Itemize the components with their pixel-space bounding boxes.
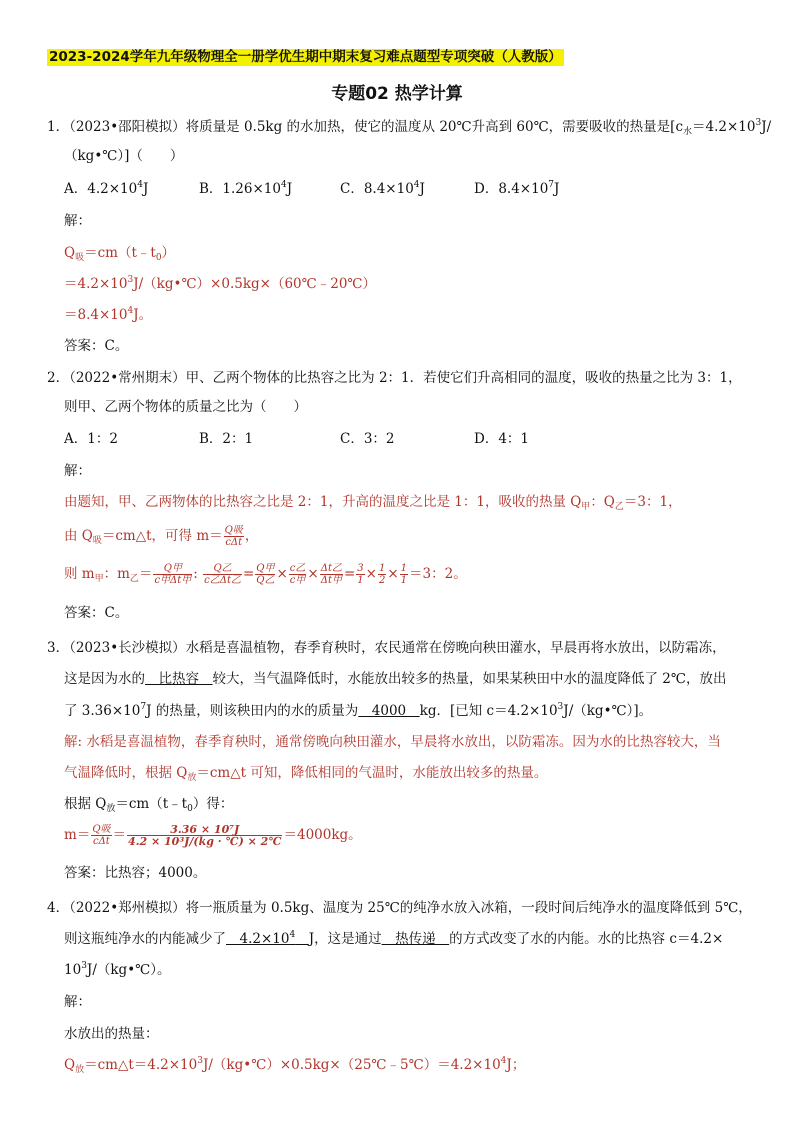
q2-stem-line1: 2．（2022•常州期末）甲、乙两个物体的比热容之比为 2：1．若使它们升高相同的温度，吸收的热量之比为 3：1， — [47, 370, 742, 386]
q1-solution-label: 解： — [64, 213, 91, 229]
q2-solution-line2: 由 $Q_吸=cm\triangle t$，可得 m＝ $\frac{\text{Q吸}}{\text{cΔt}}$ ， — [64, 525, 259, 548]
formula-fraction: $\frac{\text{Δt乙}}{\text{Δt甲}}$ — [320, 563, 342, 586]
q2-solution-line3: 则 $m_甲$：$m_乙=$ $\frac{\text{Q甲}}{\text{c甲Δt甲}}$ : $\frac{\text{Q乙}}{\text{c乙Δt乙}}$ = $\frac{\text{Q甲}}{\text{Q乙}}$ × $\frac{\text{c乙}}{\text{c甲}}$ × $\frac{\text{Δt乙}}{\text{Δt甲}}$ = $\frac{3}{1}$ × $\frac{1}{2}$ × $\frac{1}{1}$ ＝3：2。 — [64, 563, 467, 586]
q1-option-a: A．$4.2\times 10^4J$ — [64, 180, 149, 197]
formula-fraction: $\frac{\text{3.36 × 10⁷J}}{\text{4.2 × 10³J/(kg · ℃) × 2℃}}$ — [128, 823, 282, 848]
q3-solution-line3: 根据 $Q_放=cm(t﹣t_0)$得： — [64, 796, 234, 814]
q1-solution-line3: $=8.4\times 10^4J$。 — [64, 306, 153, 323]
q1-option-c: C．$8.4\times 10^4J$ — [340, 180, 425, 197]
q3-blank-1: 比热容 — [145, 671, 213, 687]
formula-fraction: $\frac{\text{Q甲}}{\text{Q乙}}$ — [256, 563, 275, 586]
q1-solution-line2: $=4.2\times 10^3J/(kg•℃)\times 0.5kg\times(60℃﹣20℃)$ — [64, 275, 377, 292]
q1-option-d: D．$8.4\times 10^7J$ — [474, 180, 560, 197]
q1-answer: 答案：C。 — [64, 338, 129, 354]
q3-solution-line1: 解: 水稻是喜温植物，春季育秧时，通常傍晚向秧田灌水，早晨将水放出，以防霜冻。因为水的比热容较大，当 — [64, 734, 721, 750]
q2-answer: 答案：C。 — [64, 605, 129, 621]
q3-solution-line2: 气温降低时，根据 $Q_放=cm\triangle t$ 可知，降低相同的气温时，水能放出较多的热量。 — [64, 765, 548, 783]
q1-option-b: B．$1.26\times 10^4J$ — [199, 180, 293, 197]
q2-stem-line2: 则甲、乙两个物体的质量之比为（ ） — [64, 399, 307, 415]
q1-solution-line1: $Q_吸=cm(t﹣t_0)$ — [64, 245, 176, 263]
q3-stem-line1: 3．（2023•长沙模拟）水稻是喜温植物，春季育秧时，农民通常在傍晚向秧田灌水，早晨再将水放出，以防霜冻， — [47, 640, 726, 656]
formula-fraction: $\frac{\text{Q吸}}{\text{cΔt}}$ — [224, 525, 243, 548]
q4-solution-label: 解： — [64, 994, 91, 1010]
q3-solution-line4: m＝ $\frac{\text{Q吸}}{\text{cΔt}}$ ＝ $\frac{\text{3.36 × 10⁷J}}{\text{4.2 × 10³J/(kg · ℃) × 2℃}}$ ＝4000kg。 — [64, 823, 362, 848]
q2-solution-label: 解： — [64, 463, 91, 479]
q4-stem-line3: $10^3J/(kg•℃)$。 — [64, 961, 171, 978]
page-title: 专题02 热学计算 — [331, 84, 463, 104]
q2-option-d: D．4：1 — [474, 431, 530, 447]
formula-fraction: $\frac{\text{Q吸}}{\text{cΔt}}$ — [92, 824, 111, 847]
q2-option-c: C．3：2 — [340, 431, 395, 447]
formula-fraction: $\frac{3}{1}$ — [357, 563, 364, 586]
q3-stem-line2: 这是因为水的 比热容 较大，当气温降低时，水能放出较多的热量，如果某秧田中水的温度降低了 2℃，放出 — [64, 671, 727, 687]
formula-fraction: $\frac{1}{1}$ — [400, 563, 408, 586]
formula-fraction: $\frac{\text{c乙}}{\text{c甲}}$ — [289, 563, 306, 586]
q4-solution-line2: $Q_放=cm\triangle t=4.2\times 10^3J/(kg•℃)\times 0.5kg\times(25℃﹣5℃)=4.2\times 10^4J$； — [64, 1056, 526, 1075]
q4-blank-1: $4.2\times 10^4$ — [226, 930, 296, 947]
q2-solution-line1: 由题知，甲、乙两物体的比热容之比是 2：1，升高的温度之比是 1：1，吸收的热量 $Q_甲$：$Q_乙=3$：1， — [64, 494, 682, 512]
q2-option-b: B．2：1 — [199, 431, 254, 447]
q2-option-a: A．1：2 — [64, 431, 118, 447]
q1-stem-line2: （kg•℃）]（ ） — [64, 148, 184, 164]
formula-fraction: $\frac{\text{Q甲}}{\text{c甲Δt甲}}$ — [154, 563, 192, 586]
q3-answer: 答案：比热容；4000。 — [64, 865, 207, 881]
header-banner: 2023-2024学年九年级物理全一册学优生期中期末复习难点题型专项突破（人教版） — [49, 49, 562, 65]
q4-solution-line1: 水放出的热量： — [64, 1026, 159, 1042]
formula-fraction: $\frac{1}{2}$ — [378, 563, 386, 586]
formula-fraction: $\frac{\text{Q乙}}{\text{c乙Δt乙}}$ — [204, 563, 241, 586]
q1-stem-line1: 1．（2023•邵阳模拟）将质量是 0.5kg 的水加热，使它的温度从 20℃升高到 60℃，需要吸收的热量是[$c_水=4.2\times 10^3J/$ — [47, 118, 772, 137]
q4-blank-2: 热传递 — [381, 931, 450, 947]
q3-blank-2: 4000 — [358, 703, 420, 719]
q4-stem-line1: 4．（2022•郑州模拟）将一瓶质量为 0.5kg、温度为 25℃的纯净水放入冰箱，一段时间后纯净水的温度降低到 5℃， — [47, 900, 752, 916]
q3-stem-line3: 了 $3.36\times 10^7J$ 的热量，则该秧田内的水的质量为 4000 kg．[已知 $c=4.2\times 10^3J/(kg•℃)$]。 — [64, 702, 653, 719]
q4-stem-line2: 则这瓶纯净水的内能减少了 $4.2\times 10^4$ J，这是通过 热传递 的方式改变了水的内能。水的比热容 c＝4.2× — [64, 930, 724, 947]
